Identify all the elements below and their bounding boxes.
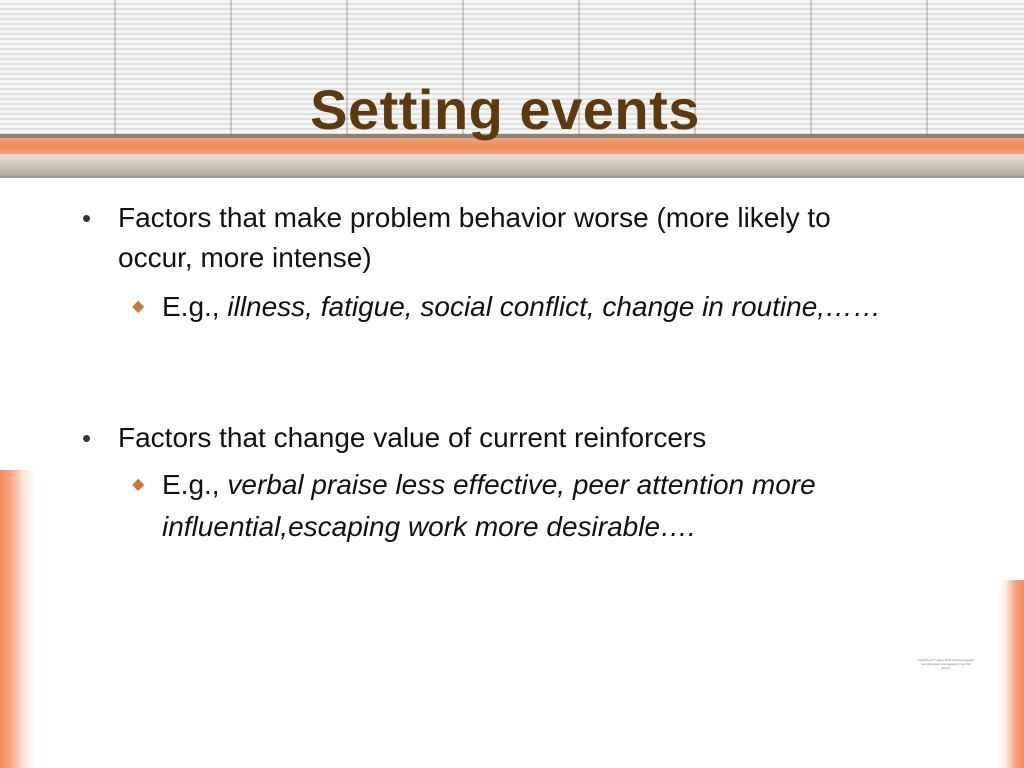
right-edge-glow: [998, 580, 1024, 768]
slide-title: Setting events: [310, 78, 700, 141]
sub-bullet-text: [162, 464, 902, 548]
left-edge-glow: [0, 470, 36, 768]
quicktime-placeholder-note: QuickTime™ and a TIFF (Uncompressed) decompressor are needed to see this picture.: [918, 658, 974, 670]
bullet-text: Factors that change value of current reinforcers: [118, 422, 707, 453]
header-tan-band: [0, 154, 1024, 178]
example-list: verbal praise less effective, peer attention more influential,escaping work more desirable….: [162, 469, 816, 542]
bullet-dot-icon: •: [82, 203, 92, 233]
example-prefix: E.g.,: [162, 469, 228, 500]
sub-bullet-text: [162, 286, 902, 328]
bullet-dot-icon: •: [82, 423, 92, 453]
diamond-bullet-icon: ◆: [132, 476, 145, 493]
diamond-bullet-icon: ◆: [132, 298, 145, 315]
bullet-text: Factors that make problem behavior worse (more likely to occur, more intense): [118, 202, 831, 273]
example-prefix: E.g.,: [162, 291, 228, 322]
example-list: illness, fatigue, social conflict, change in routine,……: [227, 291, 882, 322]
